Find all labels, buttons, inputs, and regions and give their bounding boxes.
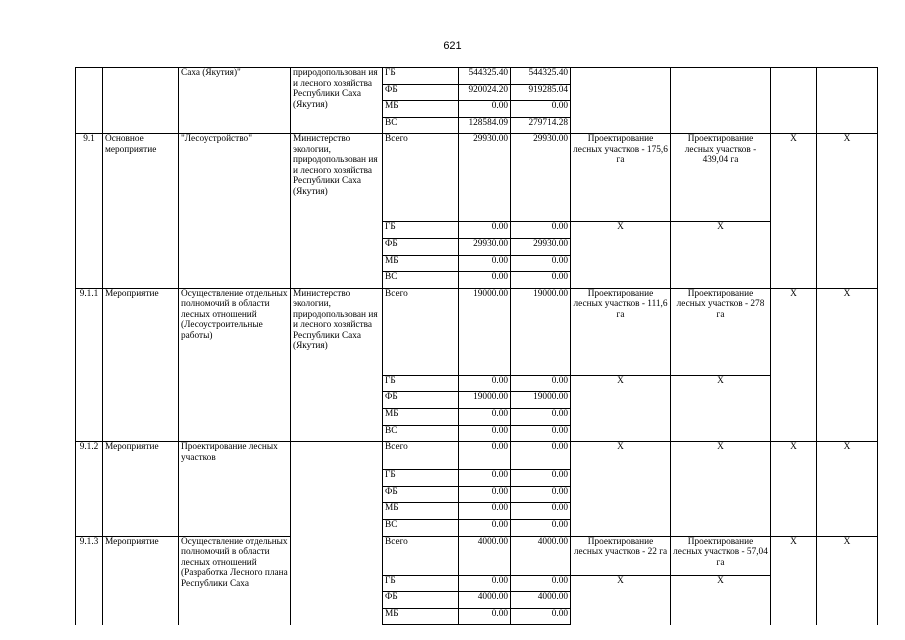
amount-cell: 19000.00 xyxy=(511,392,571,409)
source-cell: ГБ xyxy=(383,375,459,392)
indicator-cell: Х xyxy=(571,375,671,441)
amount-cell: 128584.09 xyxy=(459,117,511,134)
mark-cell xyxy=(771,68,817,134)
source-cell: ВС xyxy=(383,117,459,134)
executor-cell xyxy=(291,442,383,625)
amount-cell: 29930.00 xyxy=(511,134,571,222)
source-cell: ГБ xyxy=(383,575,459,592)
mark-cell: Х xyxy=(817,134,878,288)
source-cell: Всего xyxy=(383,134,459,222)
source-cell: МБ xyxy=(383,101,459,118)
mark-cell: Х xyxy=(771,442,817,536)
executor-cell: природопользован ия и лесного хозяйства Республики Саха (Якутия) xyxy=(291,68,383,134)
type-cell xyxy=(103,68,179,134)
type-cell: Мероприятие xyxy=(103,288,179,441)
program-table xyxy=(75,67,878,625)
source-cell: ГБ xyxy=(383,68,459,85)
source-cell: МБ xyxy=(383,255,459,272)
source-cell: Всего xyxy=(383,288,459,375)
amount-cell: 0.00 xyxy=(511,486,571,503)
source-cell: МБ xyxy=(383,408,459,425)
mark-cell: Х xyxy=(771,536,817,625)
table-row xyxy=(76,68,878,85)
amount-cell: 279714.28 xyxy=(511,117,571,134)
amount-cell: 919285.04 xyxy=(511,84,571,101)
name-cell: Осуществление отдельных полномочий в области лесных отношений (Разработка Лесного плана Республики Саха xyxy=(179,536,291,625)
mark-cell: Х xyxy=(771,134,817,288)
mark-cell: Х xyxy=(817,288,878,441)
amount-cell: 0.00 xyxy=(511,255,571,272)
code-cell: 9.1.2 xyxy=(76,442,103,536)
indicator-cell: Х xyxy=(671,575,771,625)
source-cell: Всего xyxy=(383,442,459,470)
amount-cell: 0.00 xyxy=(459,470,511,487)
amount-cell: 0.00 xyxy=(459,486,511,503)
indicator-cell: Х xyxy=(671,222,771,288)
amount-cell: 0.00 xyxy=(459,272,511,289)
page-number: 621 xyxy=(443,40,462,52)
source-cell: МБ xyxy=(383,503,459,520)
amount-cell: 0.00 xyxy=(459,425,511,442)
mark-cell xyxy=(817,68,878,134)
amount-cell: 0.00 xyxy=(459,575,511,592)
name-cell: Саха (Якутия)" xyxy=(179,68,291,134)
table-row xyxy=(76,442,878,470)
source-cell: ВС xyxy=(383,272,459,289)
amount-cell: 0.00 xyxy=(459,503,511,520)
amount-cell: 0.00 xyxy=(459,222,511,239)
name-cell: "Лесоустройство" xyxy=(179,134,291,288)
source-cell: ВС xyxy=(383,425,459,442)
amount-cell: 0.00 xyxy=(511,608,571,625)
amount-cell: 4000.00 xyxy=(459,592,511,609)
indicator-cell: Проектирование лесных участков - 175,6 га xyxy=(571,134,671,222)
amount-cell: 920024.20 xyxy=(459,84,511,101)
mark-cell: Х xyxy=(771,288,817,441)
source-cell: ФБ xyxy=(383,238,459,255)
amount-cell: 19000.00 xyxy=(459,392,511,409)
indicator-cell: Проектирование лесных участков - 57,04 га xyxy=(671,536,771,575)
amount-cell: 0.00 xyxy=(459,375,511,392)
type-cell: Мероприятие xyxy=(103,442,179,536)
amount-cell: 29930.00 xyxy=(459,238,511,255)
amount-cell: 0.00 xyxy=(511,425,571,442)
type-cell: Мероприятие xyxy=(103,536,179,625)
source-cell: ВС xyxy=(383,519,459,536)
indicator-cell: Проектирование лесных участков - 22 га xyxy=(571,536,671,575)
source-cell: ФБ xyxy=(383,84,459,101)
mark-cell: Х xyxy=(817,536,878,625)
amount-cell: 4000.00 xyxy=(511,592,571,609)
amount-cell: 0.00 xyxy=(459,442,511,470)
amount-cell: 0.00 xyxy=(511,101,571,118)
mark-cell: Х xyxy=(817,442,878,536)
indicator-cell: Х xyxy=(571,442,671,536)
name-cell: Осуществление отдельных полномочий в области лесных отношений (Лесоустроительные работы) xyxy=(179,288,291,441)
code-cell xyxy=(76,68,103,134)
table-row xyxy=(76,134,878,222)
source-cell: ГБ xyxy=(383,222,459,239)
amount-cell: 0.00 xyxy=(511,222,571,239)
code-cell: 9.1.3 xyxy=(76,536,103,625)
amount-cell: 19000.00 xyxy=(459,288,511,375)
amount-cell: 544325.40 xyxy=(459,68,511,85)
source-cell: ФБ xyxy=(383,486,459,503)
amount-cell: 4000.00 xyxy=(511,536,571,575)
amount-cell: 0.00 xyxy=(511,503,571,520)
source-cell: Всего xyxy=(383,536,459,575)
indicator-cell: Проектирование лесных участков - 439,04 га xyxy=(671,134,771,222)
indicator-cell: Проектирование лесных участков - 278 га xyxy=(671,288,771,375)
code-cell: 9.1.1 xyxy=(76,288,103,441)
amount-cell: 0.00 xyxy=(459,519,511,536)
indicator-cell: Х xyxy=(571,575,671,625)
amount-cell: 0.00 xyxy=(459,101,511,118)
amount-cell: 29930.00 xyxy=(459,134,511,222)
amount-cell: 0.00 xyxy=(459,408,511,425)
executor-cell: Министерство экологии, природопользован ия и лесного хозяйства Республики Саха (Якутия) xyxy=(291,288,383,441)
indicator-cell: Х xyxy=(671,375,771,441)
indicator-cell xyxy=(671,68,771,134)
indicator-cell: Х xyxy=(571,222,671,288)
source-cell: ФБ xyxy=(383,392,459,409)
type-cell: Основное мероприятие xyxy=(103,134,179,288)
amount-cell: 0.00 xyxy=(459,255,511,272)
amount-cell: 0.00 xyxy=(511,408,571,425)
source-cell: МБ xyxy=(383,608,459,625)
amount-cell: 0.00 xyxy=(511,442,571,470)
amount-cell: 0.00 xyxy=(511,272,571,289)
amount-cell: 0.00 xyxy=(511,575,571,592)
indicator-cell xyxy=(571,68,671,134)
amount-cell: 0.00 xyxy=(511,470,571,487)
amount-cell: 0.00 xyxy=(511,519,571,536)
name-cell: Проектирование лесных участков xyxy=(179,442,291,536)
amount-cell: 0.00 xyxy=(511,375,571,392)
amount-cell: 0.00 xyxy=(459,608,511,625)
indicator-cell: Х xyxy=(671,442,771,536)
source-cell: ФБ xyxy=(383,592,459,609)
executor-cell: Министерство экологии, природопользован ия и лесного хозяйства Республики Саха (Якутия) xyxy=(291,134,383,288)
amount-cell: 4000.00 xyxy=(459,536,511,575)
amount-cell: 19000.00 xyxy=(511,288,571,375)
table-row xyxy=(76,288,878,375)
table-row xyxy=(76,536,878,575)
indicator-cell: Проектирование лесных участков - 111,6 га xyxy=(571,288,671,375)
amount-cell: 29930.00 xyxy=(511,238,571,255)
code-cell: 9.1 xyxy=(76,134,103,288)
amount-cell: 544325.40 xyxy=(511,68,571,85)
source-cell: ГБ xyxy=(383,470,459,487)
